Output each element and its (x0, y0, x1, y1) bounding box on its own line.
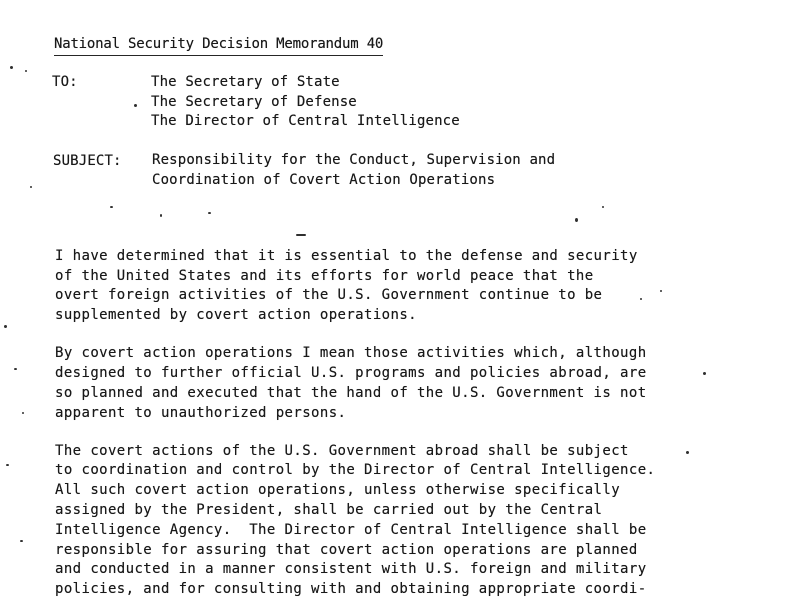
scan-speck (208, 212, 211, 214)
subject-line: Responsibility for the Conduct, Supervision and (152, 152, 556, 168)
recipient: The Secretary of State (151, 74, 340, 90)
paragraph-line: and conducted in a manner consistent with U.S. foreign and military (55, 561, 647, 577)
scan-speck (10, 66, 13, 69)
scan-speck (110, 206, 113, 208)
scan-speck (686, 451, 689, 454)
paragraph-line: apparent to unauthorized persons. (55, 405, 347, 421)
recipient: The Director of Central Intelligence (151, 113, 460, 129)
scan-speck (296, 234, 306, 236)
document-title: National Security Decision Memorandum 40 (54, 34, 383, 56)
paragraph-line: The covert actions of the U.S. Government abroad shall be subject (55, 443, 629, 459)
scan-speck (6, 464, 9, 466)
scan-speck (660, 290, 662, 292)
paragraph-line: policies, and for consulting with and obtaining appropriate coordi- (55, 581, 647, 597)
paragraph-line: All such covert action operations, unless otherwise specifically (55, 482, 621, 498)
scan-speck (703, 372, 706, 375)
paragraph-line: I have determined that it is essential to the defense and security (55, 248, 638, 264)
scan-speck (134, 104, 137, 107)
paragraph-line: By covert action operations I mean those activities which, although (55, 345, 647, 361)
paragraph-line: responsible for assuring that covert action operations are planned (55, 542, 638, 558)
paragraph-line: overt foreign activities of the U.S. Government continue to be (55, 287, 603, 303)
scan-speck (25, 70, 27, 72)
to-label: TO: (52, 74, 78, 90)
paragraph-line: of the United States and its efforts for world peace that the (55, 268, 594, 284)
scan-speck (4, 325, 7, 328)
scan-speck (160, 214, 162, 217)
paragraph-line: assigned by the President, shall be carried out by the Central (55, 502, 603, 518)
paragraph-line: supplemented by covert action operations. (55, 307, 417, 323)
paragraph-line: so planned and executed that the hand of the U.S. Government is not (55, 385, 647, 401)
scan-speck (575, 218, 578, 222)
scan-speck (22, 412, 24, 414)
scan-speck (602, 206, 604, 208)
subject-line: Coordination of Covert Action Operations (152, 172, 496, 188)
paragraph-line: designed to further official U.S. programs and policies abroad, are (55, 365, 647, 381)
paragraph-line: to coordination and control by the Director of Central Intelligence. (55, 462, 656, 478)
scan-speck (20, 540, 23, 542)
paragraph-line: Intelligence Agency. The Director of Central Intelligence shall be (55, 522, 647, 538)
recipient: The Secretary of Defense (151, 94, 357, 110)
subject-label: SUBJECT: (53, 153, 122, 169)
scan-speck (14, 368, 17, 370)
scan-speck (640, 298, 642, 300)
scan-speck (30, 186, 32, 188)
